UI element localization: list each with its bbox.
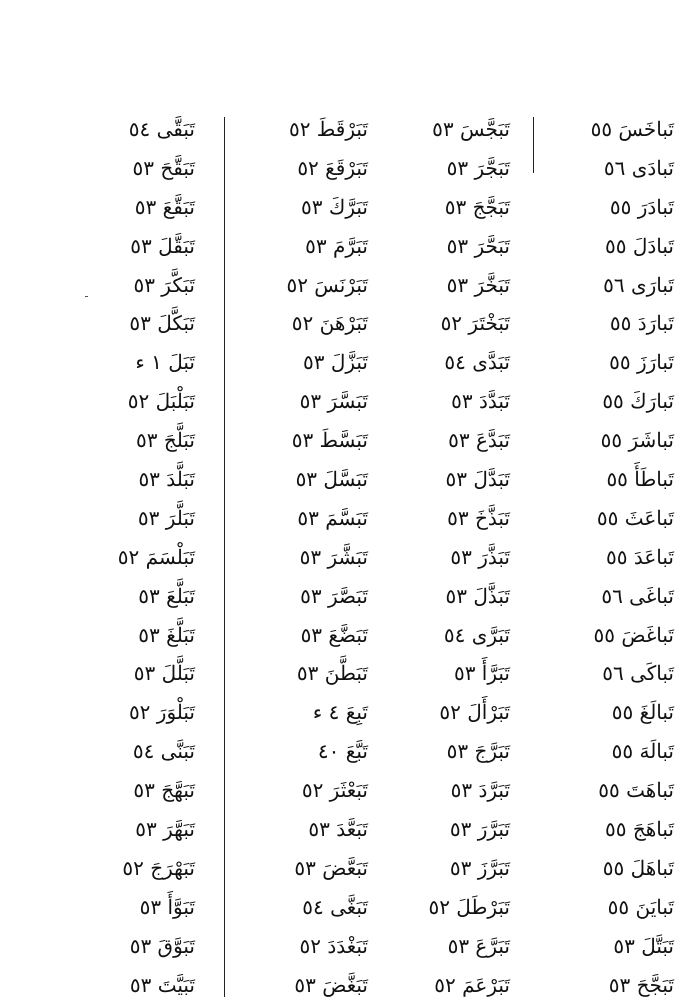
index-entry: تَبَرَّى ٥٤ xyxy=(443,622,510,647)
index-entry: تَبَرَّدَ ٥٣ xyxy=(450,778,510,803)
index-entry: تَبَرْعَمَ ٥٢ xyxy=(434,972,510,997)
index-entry: تَبارَدَ ٥٥ xyxy=(609,311,674,336)
index-entry: تَبَخْتَرَ ٥٢ xyxy=(440,311,510,336)
column-divider xyxy=(533,117,534,173)
index-entry: تَبَنَّى ٥٤ xyxy=(132,739,195,764)
index-entry: تَبادَى ٥٦ xyxy=(603,155,674,180)
index-entry: تَباشَرَ ٥٥ xyxy=(600,428,674,453)
index-entry: تَبَلَ ١ ء xyxy=(135,350,195,375)
index-entry: تَبَكَّلَ ٥٣ xyxy=(129,311,195,336)
index-entry: تَبَطَّنَ ٥٣ xyxy=(296,661,368,686)
index-entry: تَبارَزَ ٥٥ xyxy=(609,350,674,375)
index-entry: تَبَجَّرَ ٥٣ xyxy=(446,155,510,180)
index-entry: تَبادَرَ ٥٥ xyxy=(609,194,674,219)
index-entry: تَبَلَّرَ ٥٣ xyxy=(137,505,195,530)
index-entry: تَبَلَّجَ ٥٣ xyxy=(136,428,195,453)
index-entry: تَبَرْنَسَ ٥٢ xyxy=(286,272,368,297)
index-entry: تَبَقَّلَ ٥٣ xyxy=(130,233,195,258)
index-entry: تَبَرَّمَ ٥٣ xyxy=(305,233,368,258)
scan-mark xyxy=(85,296,88,297)
index-entry: تَبَتَّلَ ٥٣ xyxy=(613,933,674,958)
index-entry: تَبايَنَ ٥٥ xyxy=(607,894,674,919)
index-entry: تَبَلَّغَ ٥٣ xyxy=(138,622,195,647)
index-entry: تَبَدَّعَ ٥٣ xyxy=(448,428,510,453)
index-entry: تَبَهَّرَ ٥٣ xyxy=(135,817,195,842)
index-entry: تَبَهْرَجَ ٥٢ xyxy=(122,855,195,880)
index-entry: تَبَلْبَلَ ٥٢ xyxy=(127,389,195,414)
index-entry: تَبَدَّى ٥٤ xyxy=(444,350,510,375)
index-entry: تَبَلْسَمَ ٥٢ xyxy=(117,544,195,569)
index-entry: تَباخَسَ ٥٥ xyxy=(590,117,674,141)
index-entry: تَبَذَّخَ ٥٣ xyxy=(447,505,510,530)
index-entry: تَبَلَّدَ ٥٣ xyxy=(138,467,195,492)
index-entry: تَبَغَّضَ ٥٣ xyxy=(294,972,368,997)
index-entry: تَباعَثَ ٥٥ xyxy=(596,505,674,530)
index-entry: تَباغَضَ ٥٥ xyxy=(593,622,674,647)
index-entry: تَبَلَّعَ ٥٣ xyxy=(138,583,195,608)
index-entry: تَبَعَّدَ ٥٣ xyxy=(308,817,368,842)
index-column-2 xyxy=(360,110,510,1004)
index-entry: تَبَهَّجَ ٥٣ xyxy=(133,778,195,803)
index-entry: تَبَرْقَعَ ٥٢ xyxy=(297,155,368,180)
index-entry: تَبَذَّرَ ٥٣ xyxy=(450,544,510,569)
index-entry: تَبارَكَ ٥٥ xyxy=(602,389,674,414)
index-entry: تَبَرْهَنَ ٥٢ xyxy=(291,311,368,336)
index-entry: تَبَصَّرَ ٥٣ xyxy=(300,583,368,608)
index-entry: تَبالَغَ ٥٥ xyxy=(611,700,674,725)
index-entry: تَبَعَّضَ ٥٣ xyxy=(294,855,368,880)
index-entry: تَبادَلَ ٥٥ xyxy=(605,233,674,258)
index-entry: تَبَزَّلَ ٥٣ xyxy=(302,350,368,375)
index-entry: تَبَكَّرَ ٥٣ xyxy=(133,272,195,297)
index-entry: تَباغَى ٥٦ xyxy=(601,583,674,608)
index-entry: تَبَسَّطَ ٥٣ xyxy=(291,428,368,453)
index-entry: تَبَسَّرَ ٥٣ xyxy=(299,389,368,414)
index-entry: تَبَعْثَرَ ٥٢ xyxy=(301,778,368,803)
index-entry: تَبَقَّى ٥٤ xyxy=(128,117,195,141)
index-entry: تَبَحَّرَ ٥٣ xyxy=(446,233,510,258)
index-entry: تَباهَجَ ٥٥ xyxy=(605,817,674,842)
index-entry: تَبَرَّجَ ٥٣ xyxy=(446,739,510,764)
index-entry: تَبَرَّأَ ٥٣ xyxy=(453,661,510,686)
index-entry: تَبَغَّى ٥٤ xyxy=(302,894,368,919)
index-entry: تَبَغْدَدَ ٥٢ xyxy=(299,933,368,958)
index-entry: تَبَذَّلَ ٥٣ xyxy=(445,583,510,608)
index-entry: تَبَلَّلَ ٥٣ xyxy=(133,661,195,686)
index-entry: تَبَخَّرَ ٥٣ xyxy=(446,272,510,297)
index-entry: تَباعَدَ ٥٥ xyxy=(606,544,674,569)
index-entry: تَبَرْطَلَ ٥٢ xyxy=(428,894,510,919)
index-entry: تَبَوَّأَ ٥٣ xyxy=(139,894,195,919)
index-column-1 xyxy=(544,110,674,1004)
index-entry: تَبَدَّلَ ٥٣ xyxy=(445,467,510,492)
index-entry: تَبَقَّعَ ٥٣ xyxy=(134,194,195,219)
index-entry: تَبَجَّحَ ٥٣ xyxy=(608,972,674,997)
index-entry: تَبَرْقَطَ ٥٢ xyxy=(288,117,368,141)
index-entry: تَبَسَّمَ ٥٣ xyxy=(297,505,368,530)
index-entry: تَبَيَّتَ ٥٣ xyxy=(129,972,195,997)
index-column-3 xyxy=(218,110,368,1004)
index-entry: تَبَجَّسَ ٥٣ xyxy=(432,117,510,141)
index-entry: تَبالَهَ ٥٥ xyxy=(611,739,674,764)
index-entry: تَبَضَّعَ ٥٣ xyxy=(300,622,368,647)
index-entry: تَبارَى ٥٦ xyxy=(603,272,674,297)
index-entry: تَبَرَّرَ ٥٣ xyxy=(449,817,510,842)
index-entry: تَبَلْوَرَ ٥٢ xyxy=(128,700,195,725)
index-entry: تَبَرْأَلَ ٥٢ xyxy=(439,700,510,725)
index-entry: تَباكَى ٥٦ xyxy=(602,661,674,686)
index-entry: تَبَرَّعَ ٥٣ xyxy=(447,933,510,958)
index-entry: تَبِعَ ٤ ء xyxy=(312,700,368,725)
index-entry: تَبَجَّجَ ٥٣ xyxy=(444,194,510,219)
index-entry: تَبَّعَ ٤٠ xyxy=(317,739,368,764)
index-entry: تَبَرَّكَ ٥٣ xyxy=(301,194,368,219)
index-entry: تَباطَأَ ٥٥ xyxy=(606,467,674,492)
index-entry: تَبَقَّحَ ٥٣ xyxy=(132,155,195,180)
index-entry: تَبَوَّقَ ٥٣ xyxy=(129,933,195,958)
index-entry: تَبَشَّرَ ٥٣ xyxy=(299,544,368,569)
index-entry: تَبَسَّلَ ٥٣ xyxy=(295,467,368,492)
index-column-4 xyxy=(35,110,195,1004)
index-entry: تَباهَلَ ٥٥ xyxy=(602,855,674,880)
index-entry: تَباهَتَ ٥٥ xyxy=(598,778,674,803)
column-divider xyxy=(224,117,225,997)
index-entry: تَبَدَّدَ ٥٣ xyxy=(451,389,510,414)
index-entry: تَبَرَّزَ ٥٣ xyxy=(449,855,510,880)
